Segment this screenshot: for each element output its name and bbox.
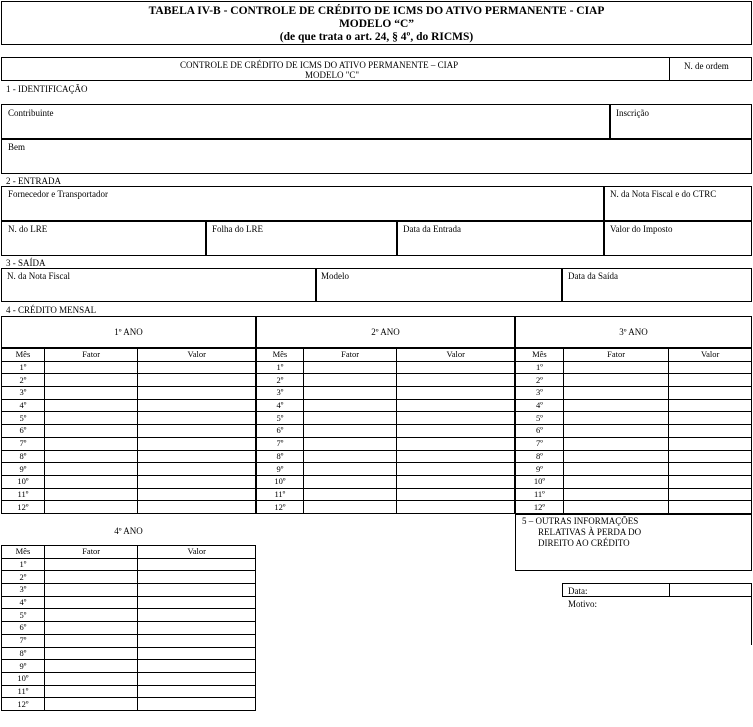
- valor-cell[interactable]: [397, 450, 515, 463]
- table-header-row: [2, 349, 256, 362]
- col-valor-header: Valor: [138, 546, 256, 559]
- month-cell: 12º: [2, 698, 45, 711]
- fator-cell[interactable]: [44, 475, 138, 488]
- table-header-row: [516, 349, 752, 362]
- table-row: [2, 634, 256, 647]
- nota-entrada-label: N. da Nota Fiscal e do CTRC: [610, 189, 717, 199]
- month-cell: 4º: [2, 596, 45, 609]
- fator-cell[interactable]: [44, 634, 138, 647]
- fator-cell[interactable]: [44, 622, 138, 635]
- fator-cell[interactable]: [44, 374, 138, 387]
- month-cell: 12º: [257, 501, 304, 514]
- valor-cell[interactable]: [138, 463, 256, 476]
- table-row: [257, 488, 515, 501]
- table-row: [257, 361, 515, 374]
- form-title: CONTROLE DE CRÉDITO DE ICMS DO ATIVO PERMANENTE – CIAP: [180, 60, 459, 70]
- fator-cell[interactable]: [303, 463, 397, 476]
- outras-info-line2: RELATIVAS À PERDA DO: [538, 527, 642, 537]
- fator-cell[interactable]: [563, 463, 669, 476]
- month-cell: 6º: [2, 425, 45, 438]
- form-model: MODELO "C": [305, 70, 360, 80]
- table-row: [2, 374, 256, 387]
- table-row: [516, 437, 752, 450]
- table-row: [257, 399, 515, 412]
- table-row: [2, 647, 256, 660]
- valor-cell[interactable]: [397, 437, 515, 450]
- outras-info-line3: DIREITO AO CRÉDITO: [538, 538, 630, 548]
- table-row: [516, 399, 752, 412]
- fator-cell[interactable]: [303, 399, 397, 412]
- month-cell: 11º: [2, 488, 45, 501]
- table-row: [2, 412, 256, 425]
- valor-cell[interactable]: [138, 361, 256, 374]
- valor-cell[interactable]: [397, 412, 515, 425]
- month-cell: 1º: [2, 558, 45, 571]
- valor-cell[interactable]: [138, 596, 256, 609]
- fator-cell[interactable]: [563, 501, 669, 514]
- section-identificacao-title: 1 - IDENTIFICAÇÃO: [6, 84, 88, 94]
- valor-cell[interactable]: [669, 387, 752, 400]
- col-fator-header: Fator: [44, 546, 138, 559]
- valor-cell[interactable]: [138, 571, 256, 584]
- valor-cell[interactable]: [138, 698, 256, 711]
- table-row: [2, 463, 256, 476]
- month-cell: 9º: [2, 463, 45, 476]
- fator-cell[interactable]: [563, 374, 669, 387]
- fator-cell[interactable]: [44, 596, 138, 609]
- fator-cell[interactable]: [303, 361, 397, 374]
- col-valor-header: Valor: [138, 349, 256, 362]
- section-saida-title: 3 - SAÍDA: [6, 258, 46, 268]
- valor-cell[interactable]: [397, 387, 515, 400]
- valor-cell[interactable]: [138, 558, 256, 571]
- valor-cell[interactable]: [138, 584, 256, 597]
- valor-cell[interactable]: [138, 387, 256, 400]
- col-mes-header: Mês: [257, 349, 304, 362]
- valor-cell[interactable]: [397, 399, 515, 412]
- valor-cell[interactable]: [397, 501, 515, 514]
- month-cell: 10º: [257, 475, 304, 488]
- table-row: [516, 361, 752, 374]
- fator-cell[interactable]: [44, 558, 138, 571]
- col-valor-header: Valor: [397, 349, 515, 362]
- fator-cell[interactable]: [303, 437, 397, 450]
- fator-cell[interactable]: [563, 450, 669, 463]
- modelo-field[interactable]: [316, 268, 562, 302]
- valor-cell[interactable]: [669, 437, 752, 450]
- fator-cell[interactable]: [303, 450, 397, 463]
- fator-cell[interactable]: [44, 672, 138, 685]
- month-cell: 8º: [2, 647, 45, 660]
- outras-info-line1: 5 – OUTRAS INFORMAÇÕES: [522, 516, 639, 526]
- table-row: [257, 425, 515, 438]
- fator-cell[interactable]: [44, 685, 138, 698]
- data-bottom-line: [562, 596, 752, 597]
- table-row: [2, 425, 256, 438]
- valor-cell[interactable]: [138, 501, 256, 514]
- month-cell: 5º: [2, 412, 45, 425]
- table-row: [2, 437, 256, 450]
- valor-cell[interactable]: [138, 660, 256, 673]
- month-cell: 10º: [516, 475, 564, 488]
- month-cell: 9º: [257, 463, 304, 476]
- month-cell: 12º: [2, 501, 45, 514]
- table-row: [257, 387, 515, 400]
- valor-cell[interactable]: [397, 361, 515, 374]
- month-cell: 2º: [257, 374, 304, 387]
- month-cell: 9º: [516, 463, 564, 476]
- year3-label: 3º ANO: [619, 327, 648, 337]
- valor-cell[interactable]: [138, 412, 256, 425]
- col-fator-header: Fator: [44, 349, 138, 362]
- fator-cell[interactable]: [303, 387, 397, 400]
- month-cell: 11º: [516, 488, 564, 501]
- inscricao-label: Inscrição: [616, 108, 649, 118]
- valor-cell[interactable]: [138, 475, 256, 488]
- month-cell: 2º: [516, 374, 564, 387]
- table-row: [2, 698, 256, 711]
- lre-label: N. do LRE: [8, 224, 48, 234]
- month-cell: 4º: [516, 399, 564, 412]
- valor-cell[interactable]: [138, 647, 256, 660]
- table-row: [2, 622, 256, 635]
- ordem-label: N. de ordem: [684, 61, 729, 71]
- fator-cell[interactable]: [563, 437, 669, 450]
- col-fator-header: Fator: [563, 349, 669, 362]
- col-mes-header: Mês: [2, 546, 45, 559]
- valor-cell[interactable]: [669, 475, 752, 488]
- valor-cell[interactable]: [138, 437, 256, 450]
- month-cell: 7º: [2, 634, 45, 647]
- table-row: [516, 387, 752, 400]
- table-row: [516, 501, 752, 514]
- fator-cell[interactable]: [44, 488, 138, 501]
- data-top-line: [562, 583, 752, 584]
- month-cell: 4º: [2, 399, 45, 412]
- section-entrada-title: 2 - ENTRADA: [6, 176, 61, 186]
- fator-cell[interactable]: [44, 437, 138, 450]
- fator-cell[interactable]: [303, 374, 397, 387]
- month-cell: 9º: [2, 660, 45, 673]
- col-mes-header: Mês: [2, 349, 45, 362]
- fator-cell[interactable]: [563, 488, 669, 501]
- month-cell: 5º: [516, 412, 564, 425]
- year4-label: 4º ANO: [114, 526, 143, 536]
- data-saida-label: Data da Saída: [568, 271, 618, 281]
- data-divider: [669, 583, 670, 596]
- year1-table: [1, 348, 256, 514]
- section-credito-title: 4 - CRÉDITO MENSAL: [6, 305, 97, 315]
- fator-cell[interactable]: [563, 387, 669, 400]
- fator-cell[interactable]: [44, 412, 138, 425]
- fator-cell[interactable]: [44, 463, 138, 476]
- valor-cell[interactable]: [397, 475, 515, 488]
- table-row: [516, 374, 752, 387]
- valor-cell[interactable]: [397, 374, 515, 387]
- modelo-label: Modelo: [321, 271, 349, 281]
- table-header-row: [257, 349, 515, 362]
- valor-cell[interactable]: [138, 634, 256, 647]
- valor-cell[interactable]: [669, 501, 752, 514]
- month-cell: 10º: [2, 475, 45, 488]
- valor-cell[interactable]: [669, 374, 752, 387]
- month-cell: 12º: [516, 501, 564, 514]
- month-cell: 3º: [2, 387, 45, 400]
- month-cell: 2º: [2, 571, 45, 584]
- valor-imposto-label: Valor do Imposto: [610, 224, 673, 234]
- table-row: [257, 412, 515, 425]
- year1-label: 1º ANO: [114, 327, 143, 337]
- year2-table: [256, 348, 515, 514]
- fator-cell[interactable]: [303, 425, 397, 438]
- table-row: [2, 660, 256, 673]
- motivo-label: Motivo:: [568, 599, 598, 609]
- fator-cell[interactable]: [303, 501, 397, 514]
- fator-cell[interactable]: [563, 399, 669, 412]
- valor-cell[interactable]: [138, 425, 256, 438]
- month-cell: 4º: [257, 399, 304, 412]
- month-cell: 8º: [257, 450, 304, 463]
- table-row: [2, 450, 256, 463]
- fator-cell[interactable]: [44, 571, 138, 584]
- valor-cell[interactable]: [138, 399, 256, 412]
- fator-cell[interactable]: [44, 609, 138, 622]
- fator-cell[interactable]: [44, 501, 138, 514]
- fator-cell[interactable]: [563, 412, 669, 425]
- month-cell: 10º: [2, 672, 45, 685]
- valor-cell[interactable]: [397, 488, 515, 501]
- table-row: [2, 558, 256, 571]
- table-row: [2, 571, 256, 584]
- valor-cell[interactable]: [138, 450, 256, 463]
- table-row: [516, 412, 752, 425]
- table-row: [257, 374, 515, 387]
- fator-cell[interactable]: [563, 475, 669, 488]
- table-row: [2, 584, 256, 597]
- month-cell: 5º: [257, 412, 304, 425]
- fator-cell[interactable]: [44, 660, 138, 673]
- contribuinte-label: Contribuinte: [8, 108, 54, 118]
- fator-cell[interactable]: [44, 399, 138, 412]
- valor-cell[interactable]: [669, 399, 752, 412]
- table-row: [516, 475, 752, 488]
- table-row: [2, 488, 256, 501]
- month-cell: 3º: [516, 387, 564, 400]
- table-row: [2, 387, 256, 400]
- month-cell: 11º: [257, 488, 304, 501]
- table-row: [257, 475, 515, 488]
- fator-cell[interactable]: [44, 450, 138, 463]
- col-mes-header: Mês: [516, 349, 564, 362]
- col-fator-header: Fator: [303, 349, 397, 362]
- folha-lre-label: Folha do LRE: [212, 224, 263, 234]
- valor-cell[interactable]: [138, 672, 256, 685]
- table-header-row: [2, 546, 256, 559]
- fator-cell[interactable]: [44, 698, 138, 711]
- fator-cell[interactable]: [44, 361, 138, 374]
- fator-cell[interactable]: [44, 647, 138, 660]
- valor-cell[interactable]: [669, 463, 752, 476]
- month-cell: 1º: [257, 361, 304, 374]
- valor-cell[interactable]: [138, 685, 256, 698]
- fator-cell[interactable]: [44, 387, 138, 400]
- month-cell: 11º: [2, 685, 45, 698]
- table-row: [2, 361, 256, 374]
- fator-cell[interactable]: [303, 475, 397, 488]
- data-entrada-label: Data da Entrada: [403, 224, 461, 234]
- month-cell: 7º: [2, 437, 45, 450]
- table-row: [2, 475, 256, 488]
- month-cell: 1º: [2, 361, 45, 374]
- valor-cell[interactable]: [138, 609, 256, 622]
- month-cell: 6º: [2, 622, 45, 635]
- valor-cell[interactable]: [669, 412, 752, 425]
- valor-cell[interactable]: [397, 463, 515, 476]
- fator-cell[interactable]: [303, 488, 397, 501]
- valor-cell[interactable]: [669, 450, 752, 463]
- valor-cell[interactable]: [669, 425, 752, 438]
- fator-cell[interactable]: [563, 425, 669, 438]
- table-row: [2, 685, 256, 698]
- bem-field[interactable]: [1, 139, 752, 174]
- table-row: [2, 609, 256, 622]
- fator-cell[interactable]: [44, 584, 138, 597]
- valor-cell[interactable]: [138, 622, 256, 635]
- col-valor-header: Valor: [669, 349, 752, 362]
- month-cell: 5º: [2, 609, 45, 622]
- table-row: [2, 501, 256, 514]
- contribuinte-field[interactable]: [1, 104, 610, 139]
- document-header: [1, 1, 752, 45]
- bem-label: Bem: [8, 142, 25, 152]
- valor-cell[interactable]: [669, 361, 752, 374]
- table-row: [516, 425, 752, 438]
- fornecedor-label: Fornecedor e Transportador: [8, 189, 108, 199]
- nota-saida-label: N. da Nota Fiscal: [7, 271, 70, 281]
- year2-label: 2º ANO: [371, 327, 400, 337]
- header-reference: (de que trata o art. 24, § 4º, do RICMS): [279, 31, 474, 43]
- year4-table: [1, 545, 256, 711]
- header-title: TABELA IV-B - CONTROLE DE CRÉDITO DE ICMS DO ATIVO PERMANENTE - CIAP: [148, 5, 605, 17]
- table-row: [2, 672, 256, 685]
- header-model: MODELO “C”: [338, 18, 415, 30]
- month-cell: 1º: [516, 361, 564, 374]
- table-row: [516, 488, 752, 501]
- table-row: [2, 596, 256, 609]
- month-cell: 6º: [516, 425, 564, 438]
- month-cell: 7º: [516, 437, 564, 450]
- valor-cell[interactable]: [138, 374, 256, 387]
- fator-cell[interactable]: [563, 361, 669, 374]
- data-left-line: [562, 583, 563, 596]
- motivo-right-line: [751, 583, 752, 645]
- month-cell: 2º: [2, 374, 45, 387]
- fator-cell[interactable]: [303, 412, 397, 425]
- valor-cell[interactable]: [138, 488, 256, 501]
- month-cell: 8º: [2, 450, 45, 463]
- data-label: Data:: [568, 586, 588, 596]
- month-cell: 3º: [2, 584, 45, 597]
- valor-cell[interactable]: [669, 488, 752, 501]
- table-row: [257, 501, 515, 514]
- year3-table: [515, 348, 752, 514]
- table-row: [516, 450, 752, 463]
- month-cell: 6º: [257, 425, 304, 438]
- table-row: [2, 399, 256, 412]
- table-row: [257, 463, 515, 476]
- month-cell: 3º: [257, 387, 304, 400]
- valor-cell[interactable]: [397, 425, 515, 438]
- month-cell: 8º: [516, 450, 564, 463]
- table-row: [516, 463, 752, 476]
- fator-cell[interactable]: [44, 425, 138, 438]
- table-row: [257, 450, 515, 463]
- table-row: [257, 437, 515, 450]
- month-cell: 7º: [257, 437, 304, 450]
